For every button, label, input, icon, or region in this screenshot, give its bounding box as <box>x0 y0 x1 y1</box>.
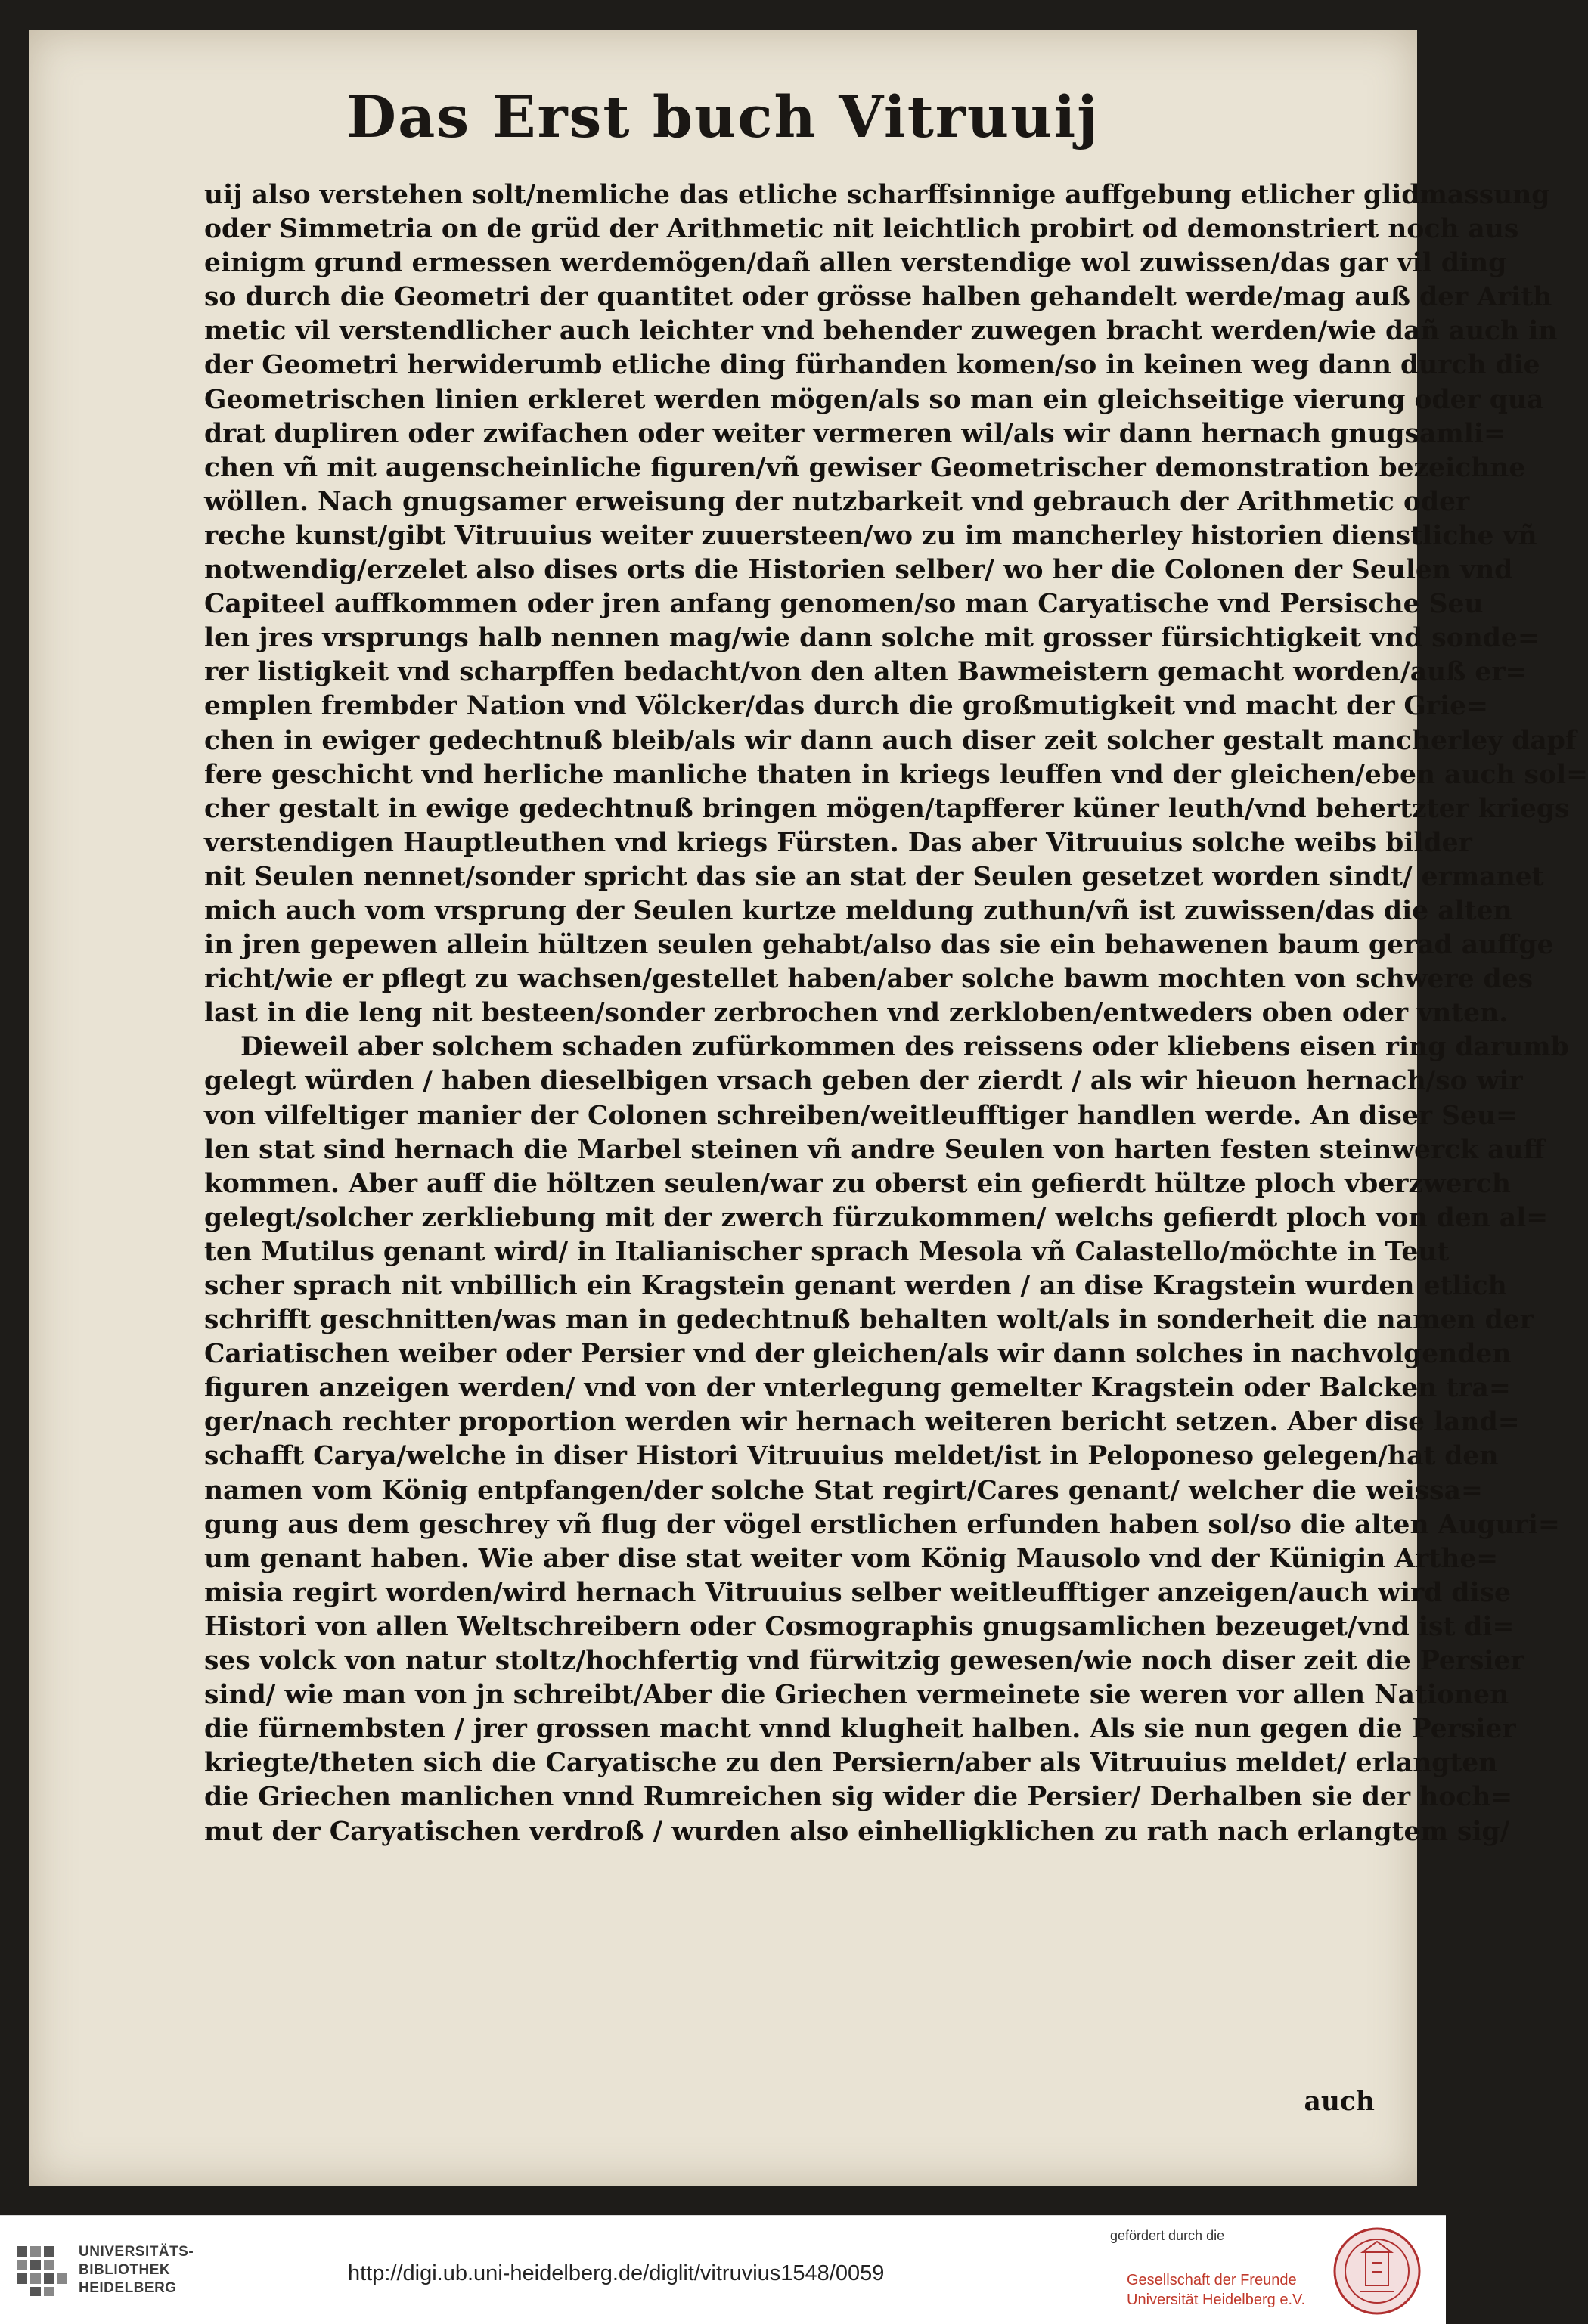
text-line: richt/wie er pflegt zu wachsen/gestellet haben/aber solche bawm mochten von schwere des <box>204 964 1534 995</box>
text-line: Capiteel auffkommen oder jren anfang genomen/so man Caryatische vnd Persische Seu <box>204 589 1484 620</box>
text-line: rer listigkeit vnd scharpffen bedacht/von den alten Bawmeistern gemacht worden/auß er= <box>204 657 1528 688</box>
text-line: Cariatischen weiber oder Persier vnd der gleichen/als wir dann solches in nachvolgenden <box>204 1339 1512 1370</box>
library-name-line2: BIBLIOTHEK <box>79 2262 171 2278</box>
funder-name <box>1127 2270 1305 2310</box>
footer-bar <box>0 2215 1446 2324</box>
text-line: ten Mutilus genant wird/ in Italianischer sprach Mesola vñ Calastello/möchte in Teut <box>204 1236 1450 1267</box>
text-line: schrifft geschnitten/was man in gedechtnuß behalten wolt/als in sonderheit die namen der <box>204 1305 1534 1336</box>
text-line: in jren gepewen allein hültzen seulen gehabt/also das sie ein behawenen baum gerad auffge <box>204 930 1554 961</box>
text-line: wöllen. Nach gnugsamer erweisung der nutzbarkeit vnd gebrauch der Arithmetic oder <box>204 486 1470 517</box>
text-line: Histori von allen Weltschreibern oder Cosmographis gnugsamlichen bezeuget/vnd ist di= <box>204 1611 1515 1642</box>
text-line: sind/ wie man von jn schreibt/Aber die Griechen vermeinete sie weren vor allen Nationen <box>204 1680 1509 1711</box>
text-line: mich auch vom vrsprung der Seulen kurtze meldung zuthun/vñ ist zuwissen/das die alten <box>204 895 1512 926</box>
text-line: kommen. Aber auff die höltzen seulen/war zu oberst ein gefierdt hültze ploch vberzwerch <box>204 1168 1511 1199</box>
library-name-line1: UNIVERSITÄTS- <box>79 2244 194 2260</box>
text-line: gelegt/solcher zerkliebung mit der zwerch fürzukommen/ welchs gefierdt ploch von den al= <box>204 1202 1549 1233</box>
funder-name-line1: Gesellschaft der Freunde <box>1127 2272 1297 2288</box>
library-logo-text <box>79 2243 194 2298</box>
text-line: metic vil verstendlicher auch leichter vnd behender zuwegen bracht werden/wie dañ auch in <box>204 316 1558 347</box>
text-line: Dieweil aber solchem schaden zufürkommen des reissens oder kliebens eisen ring darumb <box>240 1032 1569 1063</box>
funder-name-line2: Universität Heidelberg e.V. <box>1127 2291 1306 2308</box>
text-line: fere geschicht vnd herliche manliche thaten in kriegs leuffen vnd der gleichen/eben auch sol= <box>204 759 1588 790</box>
text-line: misia regirt worden/wird hernach Vitruuius selber weitleufftiger anzeigen/auch wird dise <box>204 1577 1511 1608</box>
text-line: chen in ewiger gedechtnuß bleib/als wir dann auch diser zeit solcher gestalt mancherley dapf <box>204 725 1577 756</box>
text-line: die fürnembsten / jrer grossen macht vnnd klugheit halben. Als sie nun gegen die Persier <box>204 1714 1516 1745</box>
text-line: so durch die Geometri der quantitet oder grösse halben gehandelt werde/mag auß der Arith <box>204 282 1552 313</box>
text-line: drat dupliren oder zwifachen oder weiter vermeren wil/als wir dann hernach gnugsamli= <box>204 418 1506 449</box>
permalink-url[interactable]: http://digi.ub.uni-heidelberg.de/diglit/vitruvius1548/0059 <box>348 2261 885 2285</box>
text-line: kriegte/theten sich die Caryatische zu den Persiern/aber als Vitruuius meldet/ erlangten <box>204 1748 1498 1779</box>
text-line: um genant haben. Wie aber dise stat weiter vom König Mausolo vnd der Künigin Arthe= <box>204 1543 1499 1574</box>
funder-label: gefördert durch die <box>1110 2228 1225 2243</box>
library-name-line3: HEIDELBERG <box>79 2280 177 2296</box>
text-line: namen vom König entpfangen/der solche Stat regirt/Cares genant/ welcher die weissa= <box>204 1475 1483 1506</box>
catchword: auch <box>1304 2087 1375 2117</box>
text-line: figuren anzeigen werden/ vnd von der vnterlegung gemelter Kragstein oder Balcken tra= <box>204 1373 1511 1404</box>
text-line: der Geometri herwiderumb etliche ding fürhanden komen/so in keinen weg dann durch die <box>204 350 1540 381</box>
text-line: cher gestalt in ewige gedechtnuß bringen mögen/tapfferer küner leuth/vnd behertzter kriegs <box>204 793 1570 824</box>
university-seal-icon <box>1332 2226 1422 2316</box>
text-line: chen vñ mit augenscheinliche figuren/vñ gewiser Geometrischer demonstration bezeichne <box>204 452 1526 483</box>
running-title: Das Erst buch Vitruuij <box>346 83 1100 150</box>
text-line: verstendigen Hauptleuthen vnd kriegs Fürsten. Das aber Vitruuius solche weibs bilder <box>204 827 1472 858</box>
book-page <box>29 30 1588 2186</box>
text-line: nit Seulen nennet/sonder spricht das sie an stat der Seulen gesetzet worden sindt/ ermanet <box>204 861 1544 892</box>
text-line: gung aus dem geschrey vñ flug der vögel erstlichen erfunden haben sol/so die alten Auguri= <box>204 1509 1560 1540</box>
text-line: emplen frembder Nation vnd Völcker/das durch die großmutigkeit vnd macht der Grie= <box>204 691 1489 722</box>
text-line: ger/nach rechter proportion werden wir hernach weiteren bericht setzen. Aber dise land= <box>204 1407 1520 1438</box>
text-line: schafft Carya/welche in diser Histori Vitruuius meldet/ist in Peloponeso gelegen/hat den <box>204 1441 1499 1472</box>
text-line: mut der Caryatischen verdroß / wurden also einhelligklichen zu rath nach erlangtem sig/ <box>204 1816 1510 1847</box>
text-line: last in die leng nit besteen/sonder zerbrochen vnd zerkloben/entweders oben oder vnten. <box>204 998 1509 1029</box>
text-line: ses volck von natur stoltz/hochfertig vnd fürwitzig gewesen/wie noch diser zeit die Persier <box>204 1646 1524 1677</box>
text-line: scher sprach nit vnbillich ein Kragstein genant werden / an dise Kragstein wurden etlich <box>204 1271 1507 1301</box>
text-line: die Griechen manlichen vnnd Rumreichen sig wider die Persier/ Derhalben sie der hoch= <box>204 1782 1513 1813</box>
text-line: len stat sind hernach die Marbel steinen vñ andre Seulen von harten festen steinwerck auff <box>204 1134 1545 1165</box>
text-line: Geometrischen linien erkleret werden mögen/als so man ein gleichseitige vierung oder qua <box>204 384 1544 415</box>
text-line: len jres vrsprungs halb nennen mag/wie dann solche mit grosser fürsichtigkeit vnd sonde= <box>204 623 1540 654</box>
text-line: einigm grund ermessen werdemögen/dañ allen verstendige wol zuwissen/das gar vil ding <box>204 248 1507 279</box>
text-line: von vilfeltiger manier der Colonen schreiben/weitleufftiger handlen werde. An diser Seu= <box>204 1100 1518 1131</box>
text-line: oder Simmetria on de grüd der Arithmetic nit leichtlich probirt od demonstriert noch aus <box>204 214 1519 245</box>
library-logo-icon <box>14 2243 70 2299</box>
text-line: notwendig/erzelet also dises orts die Historien selber/ wo her die Colonen der Seulen vnd <box>204 555 1513 586</box>
text-line: reche kunst/gibt Vitruuius weiter zuuersteen/wo zu im mancherley historien dienstliche vñ <box>204 520 1537 551</box>
text-line: gelegt würden / haben dieselbigen vrsach geben der zierdt / als wir hieuon hernach/so wir <box>204 1066 1523 1097</box>
text-line: uij also verstehen solt/nemliche das etliche scharffsinnige auffgebung etlicher glidmassung <box>204 180 1550 210</box>
body-text <box>204 178 1588 2084</box>
